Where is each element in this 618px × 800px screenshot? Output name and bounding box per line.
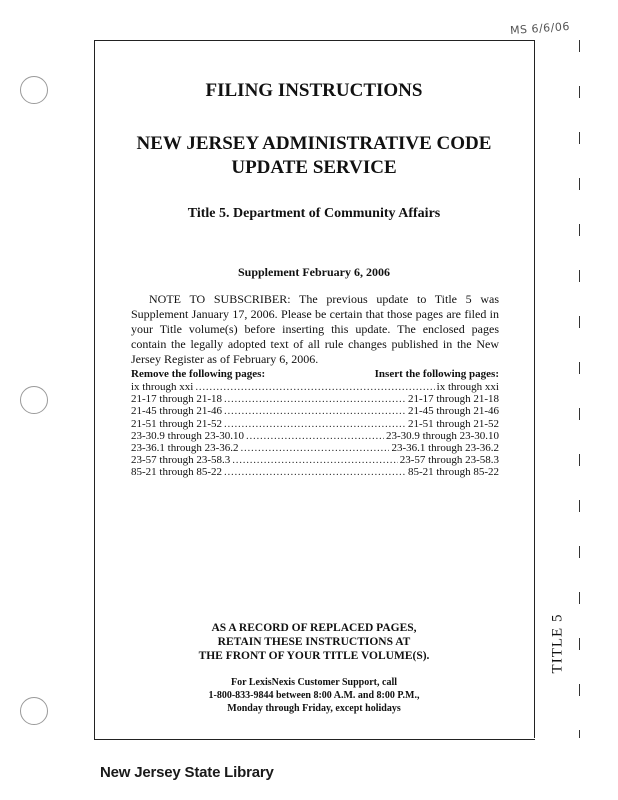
remove-pages: 21-51 through 21-52	[131, 417, 223, 430]
pages-table-header	[131, 368, 499, 381]
tab-divider-line	[534, 40, 535, 738]
table-row	[131, 430, 499, 442]
remove-pages: 21-45 through 21-46	[131, 405, 223, 418]
punch-hole-top	[20, 76, 48, 104]
dot-leader	[246, 430, 384, 442]
record-notice-line-3: THE FRONT OF YOUR TITLE VOLUME(S).	[198, 650, 430, 662]
title-tab	[538, 598, 578, 688]
handwritten-note: MS 6/6/06	[509, 19, 571, 38]
insert-pages: 21-17 through 21-18	[407, 393, 499, 406]
remove-pages: ix through xxi	[131, 381, 194, 393]
remove-pages: 85-21 through 85-22	[131, 466, 223, 479]
insert-pages: ix through xxi	[436, 381, 499, 393]
support-line-1: For LexisNexis Customer Support, call	[230, 677, 397, 688]
library-stamp: New Jersey State Library	[100, 764, 274, 781]
insert-pages: 85-21 through 85-22	[407, 466, 499, 479]
record-notice	[94, 621, 534, 663]
page-title: FILING INSTRUCTIONS	[205, 80, 423, 101]
subscriber-note: NOTE TO SUBSCRIBER: The previous update to Title 5 was Supplement January 17, 2006. Please be certain that those pages are filed in your Title volume(s) before inserting this update. The enclosed pages contain the legally adopted text of all rule changes published in the New Jersey Register as of February 6, 2006.	[131, 292, 499, 366]
insert-header: Insert the following pages:	[374, 368, 499, 380]
punch-hole-bottom	[20, 697, 48, 725]
support-line-2: 1-800-833-9844 between 8:00 A.M. and 8:00 P.M.,	[208, 690, 420, 701]
tab-edge-line	[579, 40, 580, 738]
dot-leader	[224, 418, 406, 430]
table-row	[131, 454, 499, 466]
dot-leader	[232, 454, 397, 466]
dot-leader	[195, 381, 434, 393]
table-row	[131, 466, 499, 478]
table-row	[131, 442, 499, 454]
insert-pages: 23-30.9 through 23-30.10	[385, 429, 499, 442]
dot-leader	[224, 466, 406, 478]
dot-leader	[241, 442, 390, 454]
support-line-3: Monday through Friday, except holidays	[227, 703, 401, 714]
remove-pages: 21-17 through 21-18	[131, 393, 223, 406]
code-title-line-2: UPDATE SERVICE	[231, 157, 397, 178]
record-notice-line-1: AS A RECORD OF REPLACED PAGES,	[211, 622, 417, 634]
code-title-line-1: NEW JERSEY ADMINISTRATIVE CODE	[136, 133, 492, 154]
remove-pages: 23-36.1 through 23-36.2	[131, 441, 239, 454]
insert-pages: 21-45 through 21-46	[407, 405, 499, 418]
department-subtitle: Title 5. Department of Community Affairs	[187, 206, 441, 221]
remove-header: Remove the following pages:	[131, 368, 266, 380]
title-tab-label: TITLE 5	[549, 613, 566, 673]
dot-leader	[224, 393, 406, 405]
table-row	[131, 405, 499, 417]
insert-pages: 23-57 through 23-58.3	[399, 454, 499, 467]
punch-hole-middle	[20, 386, 48, 414]
table-row	[131, 393, 499, 405]
table-row	[131, 381, 499, 393]
table-row	[131, 418, 499, 430]
record-notice-line-2: RETAIN THESE INSTRUCTIONS AT	[217, 636, 411, 648]
code-title	[94, 132, 534, 180]
supplement-date: Supplement February 6, 2006	[237, 265, 390, 279]
dot-leader	[224, 405, 406, 417]
insert-pages: 23-36.1 through 23-36.2	[391, 441, 499, 454]
insert-pages: 21-51 through 21-52	[407, 417, 499, 430]
remove-pages: 23-30.9 through 23-30.10	[131, 429, 245, 442]
pages-table	[131, 368, 499, 479]
customer-support	[94, 676, 534, 715]
remove-pages: 23-57 through 23-58.3	[131, 454, 231, 467]
